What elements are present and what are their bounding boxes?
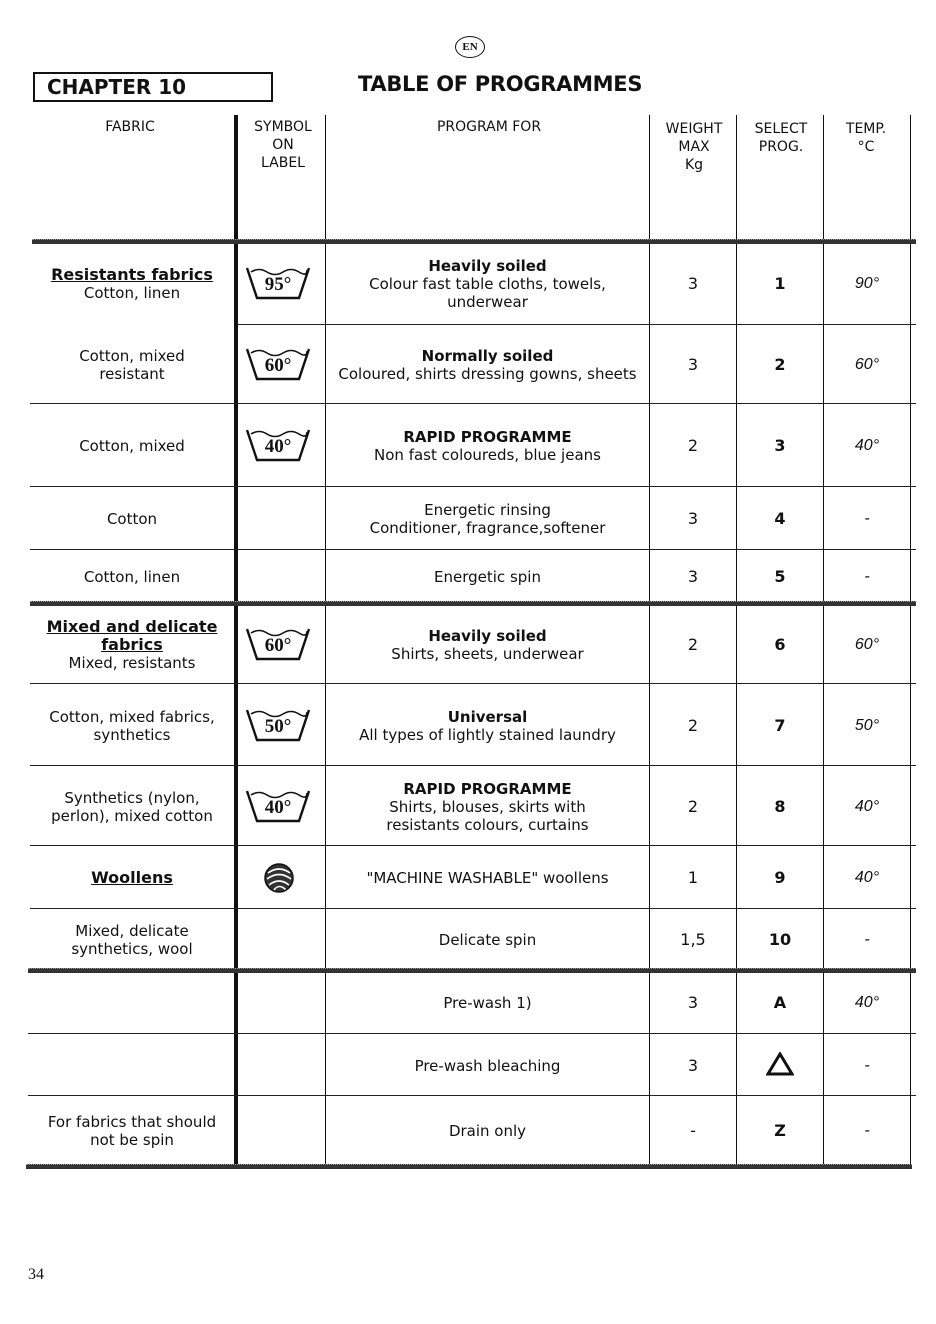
temperature-cell: - xyxy=(864,1056,870,1074)
fabric-text: For fabrics that should xyxy=(47,1113,217,1131)
fabric-text: not be spin xyxy=(90,1131,174,1149)
fabric-text: resistant xyxy=(99,364,165,383)
fabric-text: Cotton, mixed xyxy=(79,437,185,455)
weight-cell: 2 xyxy=(687,634,699,654)
temperature-cell: - xyxy=(864,509,870,527)
select-prog-cell: 5 xyxy=(774,566,786,586)
wash-temperature-icon xyxy=(245,787,311,827)
fabric-cell xyxy=(30,244,234,324)
fabric-text: synthetics xyxy=(93,725,171,744)
fabric-cell xyxy=(30,768,234,845)
weight-cell: 3 xyxy=(687,508,699,528)
fabric-text: Cotton, mixed xyxy=(79,346,185,365)
select-prog-cell: 6 xyxy=(774,634,786,654)
header-line: Kg xyxy=(684,157,704,173)
select-prog-cell: 9 xyxy=(774,868,786,887)
fabric-cell xyxy=(30,972,234,1033)
program-description: Shirts, blouses, skirts with xyxy=(389,797,586,816)
program-description: Drain only xyxy=(448,1122,527,1140)
language-badge: EN xyxy=(455,36,485,58)
temperature-cell: 40° xyxy=(854,993,880,1011)
program-cell xyxy=(326,244,649,324)
select-prog-cell: 8 xyxy=(774,796,786,816)
fabric-cell xyxy=(30,848,234,908)
row-rule xyxy=(30,908,916,909)
weight-cell: 3 xyxy=(687,274,699,293)
program-cell xyxy=(326,606,649,683)
table-bottom-rule xyxy=(26,1164,912,1169)
column-header-temp xyxy=(824,120,908,156)
weight-cell: 2 xyxy=(687,796,699,816)
fabric-text: Cotton, linen xyxy=(83,284,181,302)
fabric-text: synthetics, wool xyxy=(71,939,193,958)
program-description: Non fast coloureds, blue jeans xyxy=(374,446,601,464)
wash-temperature-label: 50° xyxy=(264,715,292,737)
wool-icon xyxy=(262,861,296,895)
row-rule xyxy=(30,549,916,550)
temperature-cell: 50° xyxy=(854,716,880,734)
program-description: Shirts, sheets, underwear xyxy=(391,644,584,663)
program-description: Energetic rinsing xyxy=(424,500,551,519)
temperature-cell: 40° xyxy=(854,869,880,886)
weight-cell: 3 xyxy=(687,566,699,586)
row-rule xyxy=(30,683,916,684)
select-prog-cell: 3 xyxy=(774,436,786,455)
fabric-cell xyxy=(30,326,234,403)
wash-temperature-icon xyxy=(245,345,311,385)
row-rule xyxy=(28,1033,916,1034)
fabric-category: Woollens xyxy=(91,868,173,887)
program-description: Conditioner, fragrance,softener xyxy=(369,518,606,537)
row-rule xyxy=(238,324,916,325)
program-cell xyxy=(326,848,649,908)
row-rule xyxy=(30,765,916,766)
weight-cell: 1,5 xyxy=(680,929,706,949)
fabric-text: Mixed, resistants xyxy=(68,653,196,672)
temperature-cell: - xyxy=(864,1122,870,1139)
program-cell xyxy=(326,1036,649,1095)
column-header-symbol xyxy=(240,118,326,172)
fabric-cell xyxy=(30,488,234,549)
select-prog-cell: 2 xyxy=(774,354,786,374)
wash-temperature-label: 40° xyxy=(264,436,292,457)
wash-temperature-icon xyxy=(245,264,311,304)
program-title: Heavily soiled xyxy=(428,626,547,645)
fabric-cell xyxy=(30,911,234,968)
fabric-cell xyxy=(30,1036,234,1095)
weight-cell: 2 xyxy=(687,436,699,455)
row-rule xyxy=(30,845,916,846)
program-title: Normally soiled xyxy=(421,346,554,365)
temperature-cell: 40° xyxy=(854,437,880,454)
header-line: LABEL xyxy=(261,155,305,171)
program-description: resistants colours, curtains xyxy=(386,815,589,834)
temperature-cell: 40° xyxy=(854,797,880,815)
temperature-cell: - xyxy=(864,567,870,585)
header-line: TEMP. xyxy=(845,121,887,137)
wash-temperature-label: 60° xyxy=(264,354,292,376)
fabric-category: Resistants fabrics xyxy=(51,265,213,284)
weight-cell: 1 xyxy=(687,868,699,887)
row-rule xyxy=(30,486,916,487)
column-header-select xyxy=(737,120,825,156)
wash-temperature-label: 95° xyxy=(264,274,292,295)
program-cell xyxy=(326,552,649,601)
program-description: Colour fast table cloths, towels, xyxy=(369,275,606,293)
wash-temperature-label: 60° xyxy=(264,634,292,656)
program-description: "MACHINE WASHABLE" woollens xyxy=(366,869,609,887)
triangle-icon xyxy=(766,1052,794,1080)
fabric-cell xyxy=(30,406,234,486)
program-description: Delicate spin xyxy=(438,930,537,949)
program-description: Pre-wash bleaching xyxy=(414,1056,561,1075)
program-description: All types of lightly stained laundry xyxy=(359,725,616,744)
program-cell xyxy=(326,1098,649,1164)
program-description: underwear xyxy=(447,293,528,311)
weight-cell: 2 xyxy=(687,715,699,735)
header-line: SELECT xyxy=(754,121,808,137)
weight-cell: 3 xyxy=(687,1055,699,1075)
weight-cell: 3 xyxy=(687,992,699,1012)
column-header-program: PROGRAM FOR xyxy=(436,119,542,135)
select-prog-cell xyxy=(737,1036,823,1095)
fabric-text: perlon), mixed cotton xyxy=(51,806,213,825)
program-title: Heavily soiled xyxy=(428,257,547,275)
program-title: RAPID PROGRAMME xyxy=(403,779,572,798)
wash-temperature-label: 40° xyxy=(264,796,292,818)
fabric-text: Cotton, linen xyxy=(83,567,181,586)
fabric-text: Synthetics (nylon, xyxy=(64,788,200,807)
fabric-category: Mixed and delicate fabrics xyxy=(46,616,218,654)
program-cell xyxy=(326,768,649,845)
fabric-cell xyxy=(30,686,234,765)
temperature-cell: 60° xyxy=(854,635,880,653)
program-title: RAPID PROGRAMME xyxy=(403,428,572,446)
column-header-fabric: FABRIC xyxy=(105,119,155,135)
fabric-text: Cotton xyxy=(106,509,158,528)
select-prog-cell: 4 xyxy=(774,508,786,528)
program-cell xyxy=(326,686,649,765)
fabric-cell xyxy=(30,1098,234,1164)
select-prog-cell: 10 xyxy=(768,929,792,949)
chapter-label: CHAPTER 10 xyxy=(33,72,273,102)
page-title: TABLE OF PROGRAMMES xyxy=(358,72,643,96)
program-cell xyxy=(326,911,649,968)
col-divider-fabric xyxy=(234,115,238,1167)
wash-temperature-icon xyxy=(245,625,311,665)
page-number: 34 xyxy=(28,1266,44,1283)
program-description: Energetic spin xyxy=(434,567,541,586)
program-cell xyxy=(326,488,649,549)
select-prog-cell: Z xyxy=(774,1121,786,1140)
row-rule xyxy=(30,403,916,404)
fabric-text: Mixed, delicate xyxy=(75,921,189,940)
temperature-cell: 60° xyxy=(854,355,880,373)
program-cell xyxy=(326,326,649,403)
header-line: PROG. xyxy=(758,139,804,155)
header-line: SYMBOL xyxy=(254,119,312,135)
program-description: Pre-wash 1) xyxy=(443,993,532,1012)
header-line: WEIGHT xyxy=(665,121,723,137)
select-prog-cell: 1 xyxy=(774,274,786,293)
program-description: Coloured, shirts dressing gowns, sheets xyxy=(338,364,637,383)
header-line: ON xyxy=(272,137,294,153)
fabric-text: Cotton, mixed fabrics, xyxy=(49,707,215,726)
fabric-cell xyxy=(30,552,234,601)
select-prog-cell: 7 xyxy=(774,715,786,735)
fabric-cell xyxy=(30,606,234,683)
wash-temperature-icon xyxy=(245,706,311,746)
program-cell xyxy=(326,972,649,1033)
program-cell xyxy=(326,406,649,486)
select-prog-cell: A xyxy=(773,992,787,1012)
header-line: MAX xyxy=(678,139,710,155)
column-header-weight xyxy=(650,120,738,174)
weight-cell: 3 xyxy=(687,354,699,374)
weight-cell: - xyxy=(690,1121,696,1140)
temperature-cell: - xyxy=(864,930,870,948)
col-divider-right xyxy=(910,115,911,1167)
row-rule xyxy=(28,1095,916,1096)
wash-temperature-icon xyxy=(245,426,311,466)
program-title: Universal xyxy=(447,707,528,726)
temperature-cell: 90° xyxy=(854,275,880,292)
header-line: °C xyxy=(857,139,875,155)
